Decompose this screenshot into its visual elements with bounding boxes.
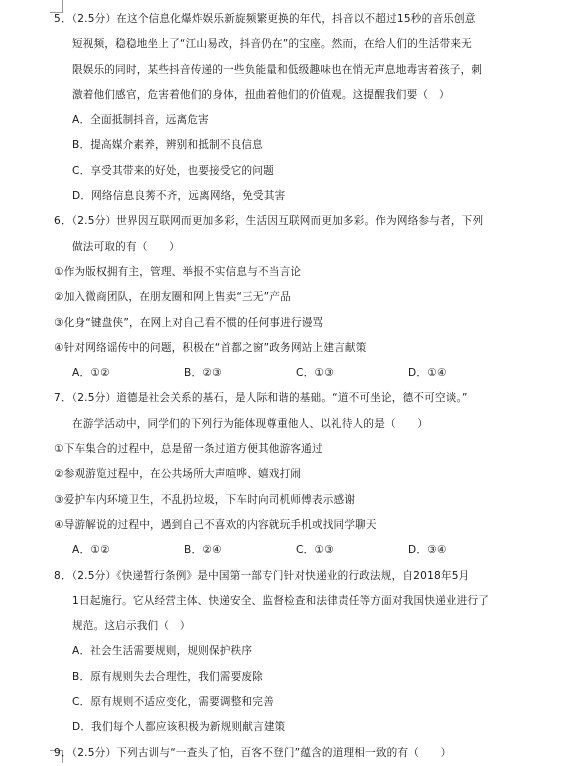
option-c: C．享受其带来的好处，也要接受它的问题 (72, 164, 274, 177)
option-b: B．原有规则失去合理性，我们需要废除 (72, 670, 263, 683)
option-b: B．提高媒介素养，辨别和抵制不良信息 (72, 139, 263, 152)
option-c: C．原有规则不适应变化，需要调整和完善 (72, 696, 274, 709)
question-stem-line: 5．（2.5分）在这个信息化爆炸娱乐新旋频繁更换的年代，抖音以不超过15秒的音乐创意 (54, 13, 476, 25)
choice-c: C．①③ (296, 367, 334, 380)
option-d: D．网络信息良莠不齐，远离网络，免受其害 (72, 190, 286, 203)
statement-2: ②参观游览过程中，在公共场所大声喧哗、嬉戏打闹 (54, 468, 302, 481)
option-a: A．全面抵制抖音，远离危害 (72, 114, 209, 127)
question-6 (54, 209, 524, 386)
answer-choices (54, 538, 524, 563)
question-8 (54, 564, 524, 741)
question-stem-line: 6．（2.5分）世界因互联网而更加多彩，生活因互联网而更加多彩。作为网络参与者，下列 (54, 215, 484, 228)
choice-b: B．②③ (184, 367, 222, 380)
statement-4: ④针对网络谣传中的问题，积极在“首都之窗”政务网站上建言献策 (54, 341, 367, 354)
choice-a: A．①② (72, 544, 110, 557)
statement-1: ①下车集合的过程中，总是留一条过道方便其他游客通过 (54, 443, 323, 456)
question-stem-line: 做法可取的有（ ） (72, 240, 180, 253)
choice-b: B．②④ (184, 544, 222, 557)
statement-4: ④导游解说的过程中，遇到自己不喜欢的内容就玩手机或找同学聊天 (54, 518, 377, 531)
question-stem-line: 1日起施行。它从经营主体、快递安全、监督检查和法律责任等方面对我国快递业进行了 (72, 594, 490, 607)
statement-1: ①作为版权拥有主，管理、举报不实信息与不当言论 (54, 265, 302, 278)
question-stem-line: 规范。这启示我们（ ） (72, 620, 191, 633)
question-stem-line: 短视频，稳稳地坐上了“江山易改，抖音仍在”的宝座。然而，在给人们的生活带来无 (72, 38, 472, 51)
question-stem-line: 激着他们感官，危害着他们的身体，扭曲着他们的价值观。这提醒我们要（ ） (72, 88, 450, 101)
question-stem-line: 8．（2.5分）《快递暂行条例》是中国第一部专门针对快递业的行政法规，自2018年5月 (54, 569, 470, 582)
question-stem-line: 7．（2.5分）道德是社会关系的基石，是人际和谐的基础。“道不可坐论，德不可空谈。” (54, 392, 468, 405)
choice-a: A．①② (72, 367, 110, 380)
choice-c: C．①③ (296, 544, 334, 557)
question-7 (54, 386, 524, 563)
answer-choices (54, 361, 524, 386)
option-a: A．社会生活需要规则，规则保护秩序 (72, 645, 253, 658)
question-5 (54, 7, 524, 209)
choice-d: D．①④ (408, 367, 447, 380)
statement-3: ③爱护车内环境卫生，不乱扔垃圾，下车时向司机师傅表示感谢 (54, 493, 356, 506)
statement-2: ②加入微商团队，在朋友圈和网上售卖“三无”产品 (54, 291, 291, 304)
question-stem-line: 在游学活动中，同学们的下列行为能体现尊重他人、以礼待人的是（ ） (72, 417, 429, 430)
option-d: D．我们每个人都应该积极为新规则献言建策 (72, 721, 286, 734)
question-stem-line: 9．（2.5分）下列古训与“一查头了怕，百客不登门”蕴含的道理相一致的有（ ） (54, 746, 452, 759)
question-9 (54, 741, 524, 766)
question-stem-line: 限娱乐的同时，某些抖音传递的一些负能量和低级趣味也在悄无声息地毒害着孩子，刺 (72, 63, 483, 76)
statement-3: ③化身“键盘侠”，在网上对自己看不惯的任何事进行谩骂 (54, 316, 324, 329)
choice-d: D．③④ (408, 544, 447, 557)
question-list (54, 7, 524, 766)
